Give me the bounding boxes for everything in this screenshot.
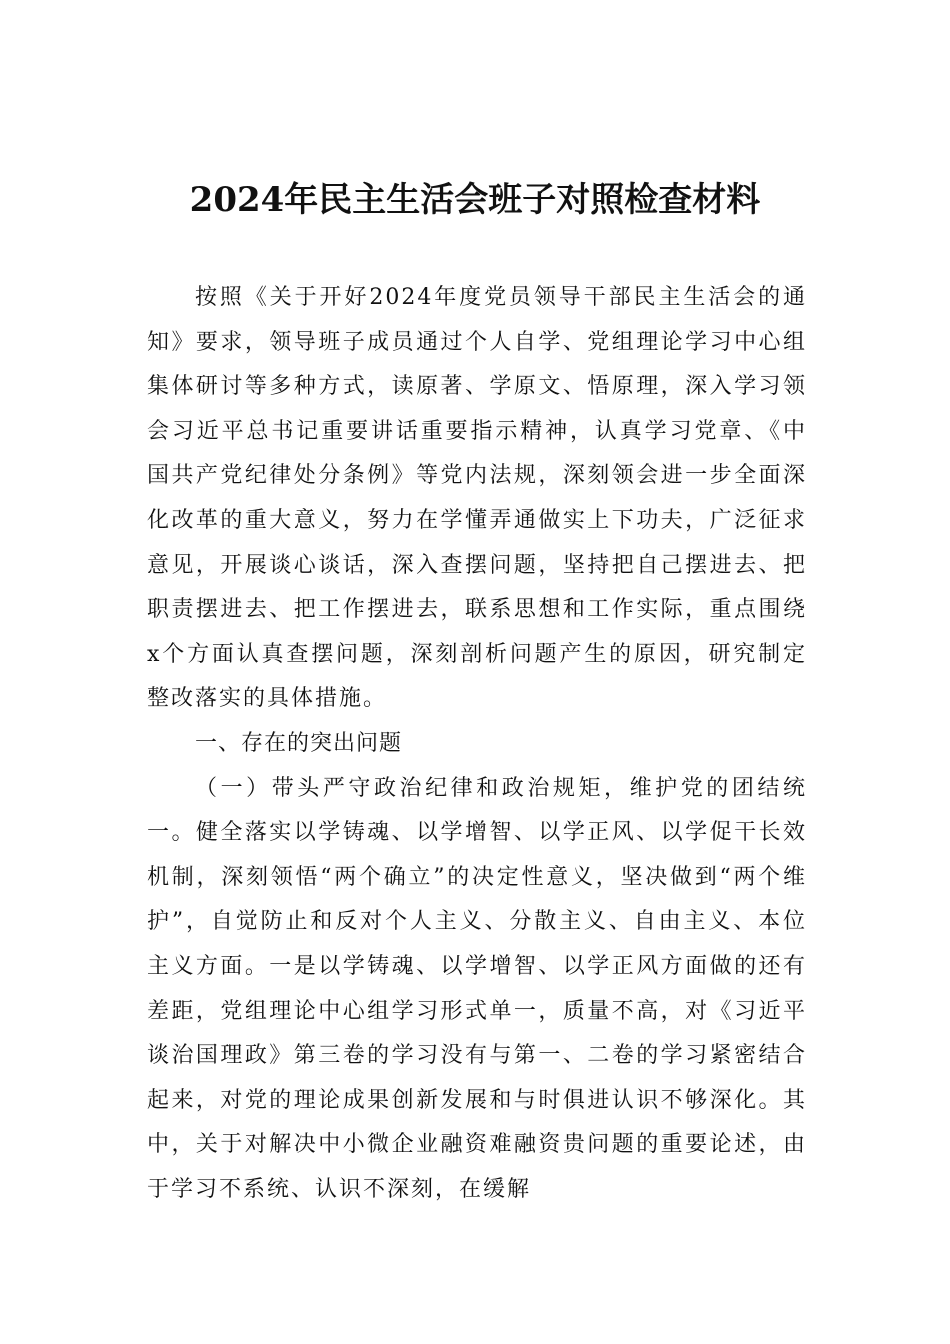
document-body [147, 276, 807, 1212]
section-heading: 一、存在的突出问题 [195, 730, 403, 756]
document-title: 2024年民主生活会班子对照检查材料 [189, 180, 761, 220]
intro-paragraph: 按照《关于开好2024年度党员领导干部民主生活会的通知》要求，领导班子成员通过个人自学、党组理论学习中心组集体研讨等多种方式，读原著、学原文、悟原理，深入学习领会习近平总书记重要讲话重要指示精神，认真学习党章、《中国共产党纪律处分条例》等党内法规，深刻领会进一步全面深化改革的重大意义，努力在学懂弄通做实上下功夫，广泛征求意见，开展谈心谈话，深入查摆问题，坚持把自己摆进去、把职责摆进去、把工作摆进去，联系思想和工作实际，重点围绕x个方面认真查摆问题，深刻剖析问题产生的原因，研究制定整改落实的具体措施。 [147, 285, 807, 712]
section-paragraph: （一）带头严守政治纪律和政治规矩，维护党的团结统一。健全落实以学铸魂、以学增智、以学正风、以学促干长效机制，深刻领悟“两个确立”的决定性意义，坚决做到“两个维护”，自觉防止和反对个人主义、分散主义、自由主义、本位主义方面。一是以学铸魂、以学增智、以学正风方面做的还有差距，党组理论中心组学习形式单一，质量不高，对《习近平谈治国理政》第三卷的学习没有与第一、二卷的学习紧密结合起来，对党的理论成果创新发展和与时俱进认识不够深化。其中，关于对解决中小微企业融资难融资贵问题的重要论述，由于学习不系统、认识不深刻，在缓解 [147, 775, 807, 1202]
